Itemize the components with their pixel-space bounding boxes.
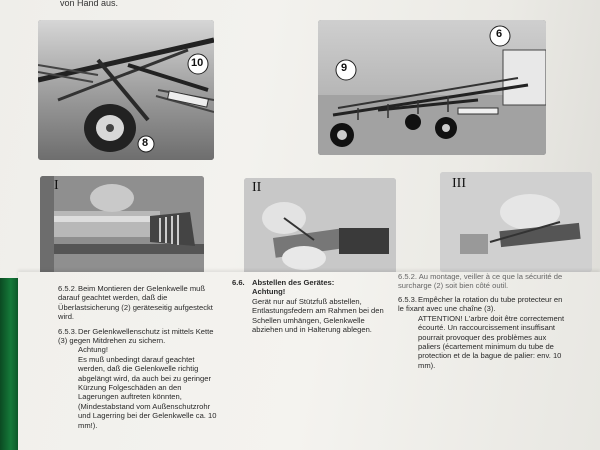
rake-rotor-illustration	[38, 20, 214, 160]
section-6-6-warning: Achtung!	[252, 287, 286, 297]
figure-label-8: 8	[142, 137, 149, 149]
column-german-1	[58, 284, 218, 435]
step-label-3: III	[452, 176, 466, 191]
section-6-5-2: 6.5.2.Beim Montieren der Gelenkwelle muß darauf geachtet werden, daß die Überlastsicherung (2) geräteseitig aufgesteckt wird.	[58, 284, 213, 322]
section-6-5-2-fr: 6.5.2. Au montage, veiller à ce que la sécurité de surcharge (2) soit bien côté outil.	[398, 272, 563, 290]
section-6-6-text: Gerät nur auf Stützfuß abstellen, Entlastungsfedern am Rahmen bei den Schellen umhängen, Gelenkwelle abziehen und in Halterung ablegen.	[252, 296, 384, 335]
green-cover-edge	[0, 278, 18, 450]
photo-step-2	[244, 178, 396, 278]
attention-text: ATTENTION! L'arbre doit être correctement écourté. Un raccourcissement insuffisant pourrait provoquer des problèmes aux paliers (écartement minimum du tube de protection et de la bague de palier: env. 10 mm).	[418, 313, 565, 370]
section-6-6: 6.6. Abstellen des Gerätes: Achtung! Gerät nur auf Stützfuß abstellen, Entlastungsfedern am Rahmen bei den Schellen umhängen, Gelenkwelle abziehen und in Halterung ablegen.	[232, 278, 394, 334]
step-1-illustration	[40, 176, 204, 276]
column-french	[398, 272, 566, 375]
top-line: von Hand aus.	[60, 0, 119, 8]
machine-side-illustration	[318, 20, 546, 155]
figure-label-10: 10	[191, 57, 204, 69]
photo-rake-rotor	[38, 20, 214, 160]
section-6-5-3: 6.5.3.Der Gelenkwellenschutz ist mittels Kette (3) gegen Mitdrehen zu sichern. Achtung! Es muß unbedingt darauf geachtet werden, daß die Gelenkwelle richtig abgelängt wird, da auch bei zu geringer Kürzung Folgeschäden an den Lagerungen auftreten könnten, (Mindestabstand vom Außenschutzrohr und Lagerring bei der Gelenkwelle ca. 10 mm!).	[58, 326, 217, 430]
photo-machine-side	[318, 20, 546, 155]
column-german-2	[232, 278, 394, 339]
step-label-1: I	[54, 178, 59, 193]
step-label-2: II	[252, 180, 262, 195]
figure-label-6: 6	[496, 28, 503, 40]
step-2-illustration	[244, 178, 396, 278]
photo-step-1	[40, 176, 204, 276]
figure-label-9: 9	[341, 62, 348, 74]
warning-text: Es muß unbedingt darauf geachtet werden, daß die Gelenkwelle richtig abgelängt wird, da auch bei zu geringer Kürzung Folgeschäden an den Lagerungen auftreten könnten, (Mindestabstand vom Außenschutzrohr und Lagerring bei der Gelenkwelle ca. 10 mm!).	[78, 354, 217, 430]
section-6-5-3-fr: 6.5.3.Empêcher la rotation du tube protecteur en le fixant avec une chaîne (3). ATTENTION! L'arbre doit être correctement écourté. Un raccourcissement insuffisant pourrait provoquer des problèmes aux paliers (écartement minimum du tube de protection et de la bague de palier: env. 10 mm).	[398, 295, 565, 370]
warning-label: Achtung!	[78, 345, 108, 355]
